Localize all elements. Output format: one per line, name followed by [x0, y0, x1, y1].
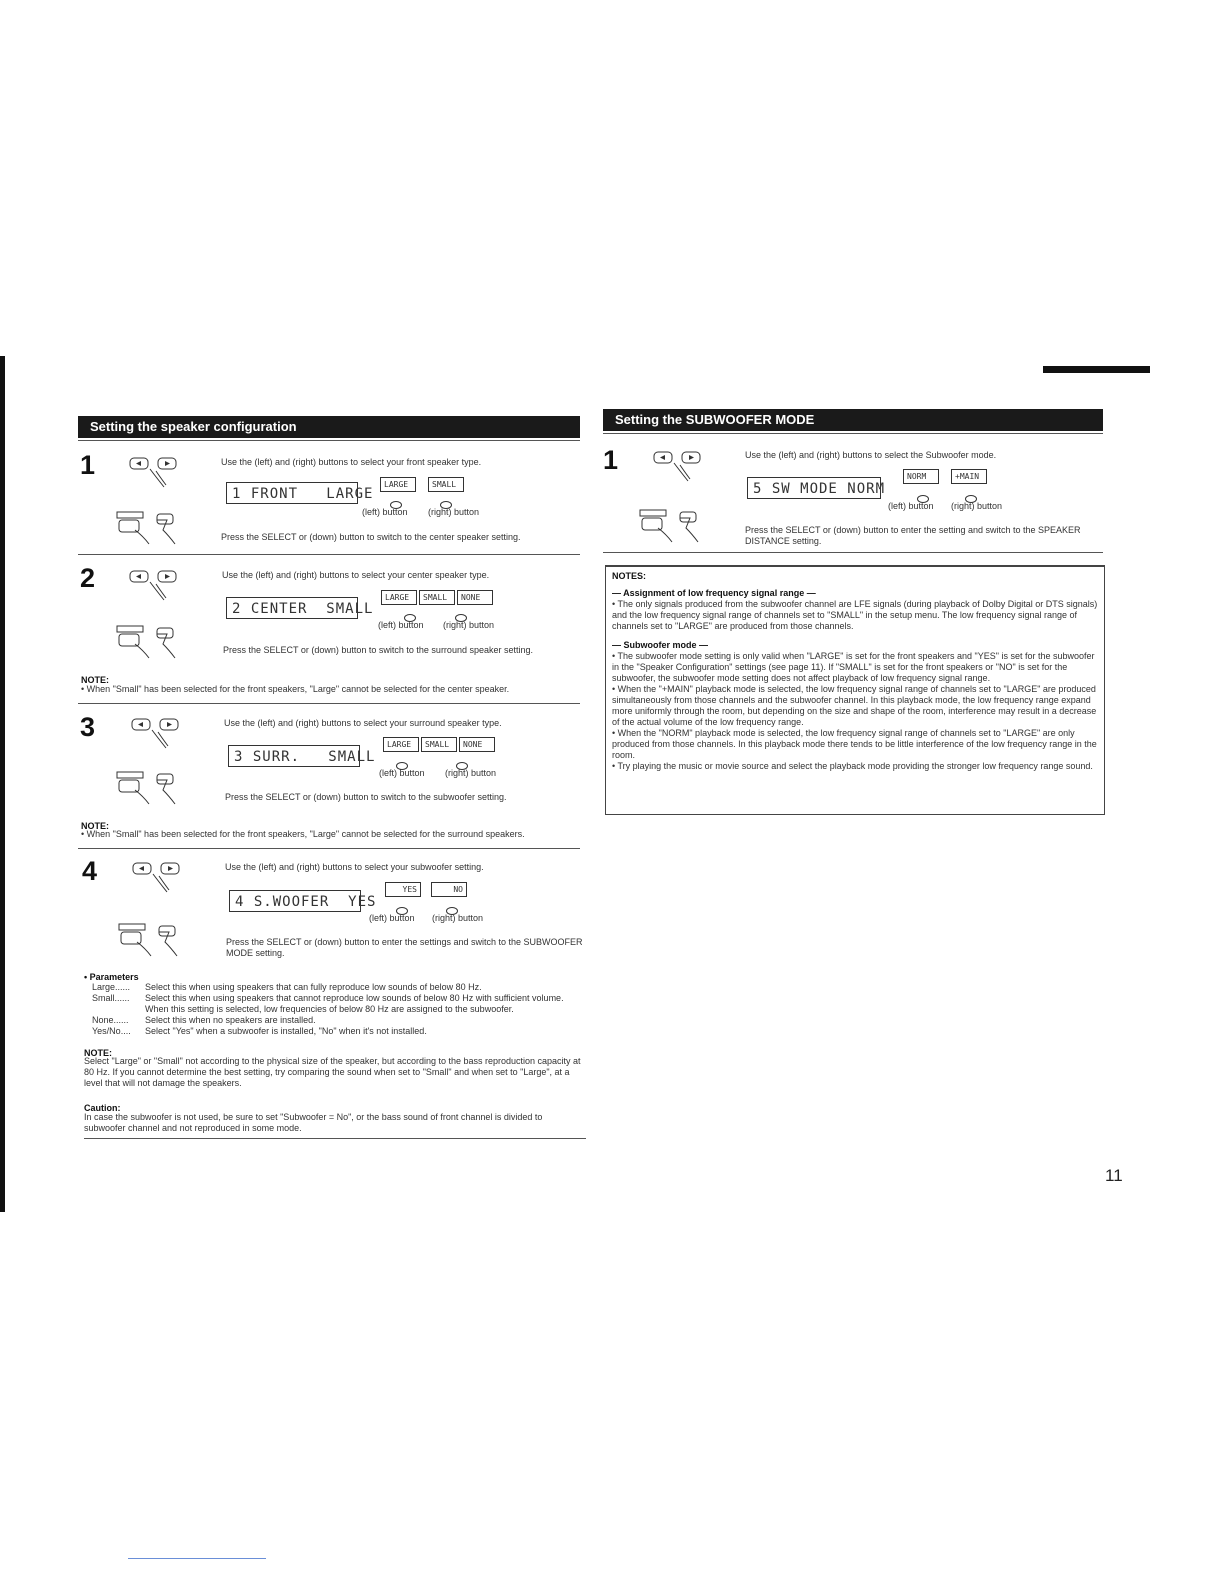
divider [78, 848, 580, 849]
lcd-display: 4 S.WOOFER YES [229, 890, 361, 912]
option-box: NO [431, 882, 467, 897]
parameter-desc: Select this when no speakers are installed. [145, 1015, 316, 1025]
step-press-text: Press the SELECT or (down) button to switch to the surround speaker setting. [223, 645, 533, 655]
option-box: SMALL [428, 477, 464, 492]
notes-subheading: — Subwoofer mode — [612, 640, 709, 650]
step-instruction: Use the (left) and (right) buttons to select your center speaker type. [222, 570, 490, 580]
option-box: NONE [457, 590, 493, 605]
caution-text: In case the subwoofer is not used, be sure to set "Subwoofer = No", or the bass sound of front channel is divided to subwoofer channel and not reproduced in some mode. [84, 1112, 543, 1133]
step-number: 3 [80, 712, 96, 742]
option-box: LARGE [380, 477, 416, 492]
left-button-label: (left) button [378, 620, 424, 630]
divider [78, 703, 580, 704]
step-number: 1 [603, 445, 619, 475]
parameter-row [92, 993, 588, 1015]
divider [603, 552, 1103, 553]
right-button-label: (right) button [951, 501, 1003, 511]
right-button-label: (right) button [443, 620, 495, 630]
step-number: 2 [80, 563, 96, 593]
option-boxes [380, 477, 466, 492]
lcd-display: 1 FRONT LARGE [226, 482, 358, 504]
step-number: 4 [82, 856, 98, 886]
select-button-hand-icon [115, 770, 201, 811]
select-button-hand-icon [115, 624, 201, 665]
step-press-text: Press the SELECT or (down) button to enter the settings and switch to the SUBWOOFER MODE setting. [226, 937, 583, 958]
option-box: NONE [459, 737, 495, 752]
parameter-row [92, 982, 588, 993]
option-box: LARGE [383, 737, 419, 752]
left-button-label: (left) button [362, 507, 408, 517]
parameter-desc: Select this when using speakers that can fully reproduce low sounds of below 80 Hz. [145, 982, 482, 992]
binding-edge [0, 356, 5, 1212]
select-button-hand-icon [115, 510, 201, 551]
option-box: NORM [903, 469, 939, 484]
remote-arrow-buttons-icon [131, 860, 191, 901]
parameter-term: None...... [92, 1015, 129, 1025]
option-box: YES [385, 882, 421, 897]
remote-arrow-buttons-icon [652, 449, 712, 490]
parameter-term: Large...... [92, 982, 131, 992]
note-title: NOTE: [81, 675, 109, 685]
right-button-label: (right) button [445, 768, 497, 778]
notes-item: • When the "+MAIN" playback mode is selected, the low frequency signal range of channels set to "LARGE" are produced simultaneously from those channels and the subwoofer channel. In this playback mode, the low frequency range expand more uniformly through the room, but depending on the size and shape of the room, interference may result in a decrease of the actual volume of the low frequency range. [612, 684, 1097, 727]
step-instruction: Use the (left) and (right) buttons to select your surround speaker type. [224, 718, 502, 728]
option-box: LARGE [381, 590, 417, 605]
parameter-desc: Select "Yes" when a subwoofer is installed, "No" when it's not installed. [145, 1026, 427, 1036]
notes-item: • When the "NORM" playback mode is selected, the low frequency signal range of channels set to "LARGE" are only produced from those channels. In this playback mode there tends to be little interference of the low frequency range in the room. [612, 728, 1097, 760]
caution-title: Caution: [84, 1103, 121, 1113]
right-button-label: (right) button [428, 507, 480, 517]
left-button-label: (left) button [379, 768, 425, 778]
page-number: 11 [1105, 1166, 1123, 1185]
divider [84, 1138, 586, 1139]
right-button-label: (right) button [432, 913, 484, 923]
notes-item: • The subwoofer mode setting is only valid when "LARGE" is set for the front speakers and "YES" is set for the subwoofer in the "Speaker Configuration" settings (see page 11). If "SMALL" is set for the front speakers or "NO" is set for the subwoofer, the subwoofer mode setting does not affect playback of low frequency signal range. [612, 651, 1095, 683]
option-boxes [383, 737, 497, 752]
parameter-row [92, 1026, 588, 1037]
step-press-text: Press the SELECT or (down) button to switch to the center speaker setting. [221, 532, 521, 542]
option-boxes [381, 590, 495, 605]
parameters-title: • Parameters [84, 972, 139, 982]
lcd-display: 3 SURR. SMALL [228, 745, 360, 767]
bottom-link-rule [128, 1558, 266, 1559]
lcd-display: 5 SW MODE NORM [747, 477, 881, 499]
left-button-label: (left) button [888, 501, 934, 511]
divider [78, 554, 580, 555]
option-boxes [385, 882, 469, 897]
remote-arrow-buttons-icon [128, 568, 188, 609]
note-text: • When "Small" has been selected for the front speakers, "Large" cannot be selected for the center speaker. [81, 684, 510, 694]
parameter-term: Small...... [92, 993, 130, 1003]
language-tab [1043, 366, 1150, 373]
notes-item: • The only signals produced from the subwoofer channel are LFE signals (during playback of Dolby Digital or DTS signals) and the low frequency signal range of channels set to "SMALL" in the setup menu. The low frequency signal range of channels set to "LARGE" are produced from those channels. [612, 599, 1098, 631]
section-header-speaker-config: Setting the speaker configuration [78, 416, 580, 438]
parameter-desc: Select this when using speakers that cannot reproduce low sounds of below 80 Hz with sufficient volume. When this setting is selected, low frequencies of below 80 Hz are assigned to the subwoofer. [145, 993, 564, 1014]
step-number: 1 [80, 450, 96, 480]
notes-subheading: — Assignment of low frequency signal range — [612, 588, 816, 598]
left-button-label: (left) button [369, 913, 415, 923]
parameters-list [92, 982, 588, 1037]
option-box: +MAIN [951, 469, 987, 484]
note-title: NOTE: [81, 821, 109, 831]
section-header-subwoofer-mode: Setting the SUBWOOFER MODE [603, 409, 1103, 431]
lcd-display: 2 CENTER SMALL [226, 597, 358, 619]
option-boxes [903, 469, 989, 484]
step-press-text: Press the SELECT or (down) button to enter the setting and switch to the SPEAKER DISTANCE setting. [745, 525, 1081, 546]
notes-content [612, 571, 1100, 772]
notes-title: NOTES: [612, 571, 647, 581]
step-instruction: Use the (left) and (right) buttons to select your subwoofer setting. [225, 862, 484, 872]
remote-arrow-buttons-icon [128, 455, 188, 496]
parameter-row [92, 1015, 588, 1026]
divider [603, 433, 1103, 434]
remote-arrow-buttons-icon [130, 716, 190, 757]
step-press-text: Press the SELECT or (down) button to switch to the subwoofer setting. [225, 792, 507, 802]
note-title: NOTE: [84, 1048, 112, 1058]
note-text: • When "Small" has been selected for the front speakers, "Large" cannot be selected for the surround speakers. [81, 829, 525, 839]
step-instruction: Use the (left) and (right) buttons to select your front speaker type. [221, 457, 482, 467]
option-box: SMALL [421, 737, 457, 752]
select-button-hand-icon [638, 508, 724, 549]
notes-item: • Try playing the music or movie source and select the playback mode providing the stronger low frequency range sound. [612, 761, 1093, 771]
select-button-hand-icon [117, 922, 203, 963]
option-box: SMALL [419, 590, 455, 605]
divider [78, 440, 580, 441]
step-instruction: Use the (left) and (right) buttons to select the Subwoofer mode. [745, 450, 997, 460]
parameter-term: Yes/No.... [92, 1026, 131, 1036]
note-text: Select "Large" or "Small" not according to the physical size of the speaker, but according to the bass reproduction capacity at 80 Hz. If you cannot determine the best setting, try comparing the sound when set to "Small" and when set to "Large", at a level that will not damage the speakers. [84, 1056, 581, 1088]
